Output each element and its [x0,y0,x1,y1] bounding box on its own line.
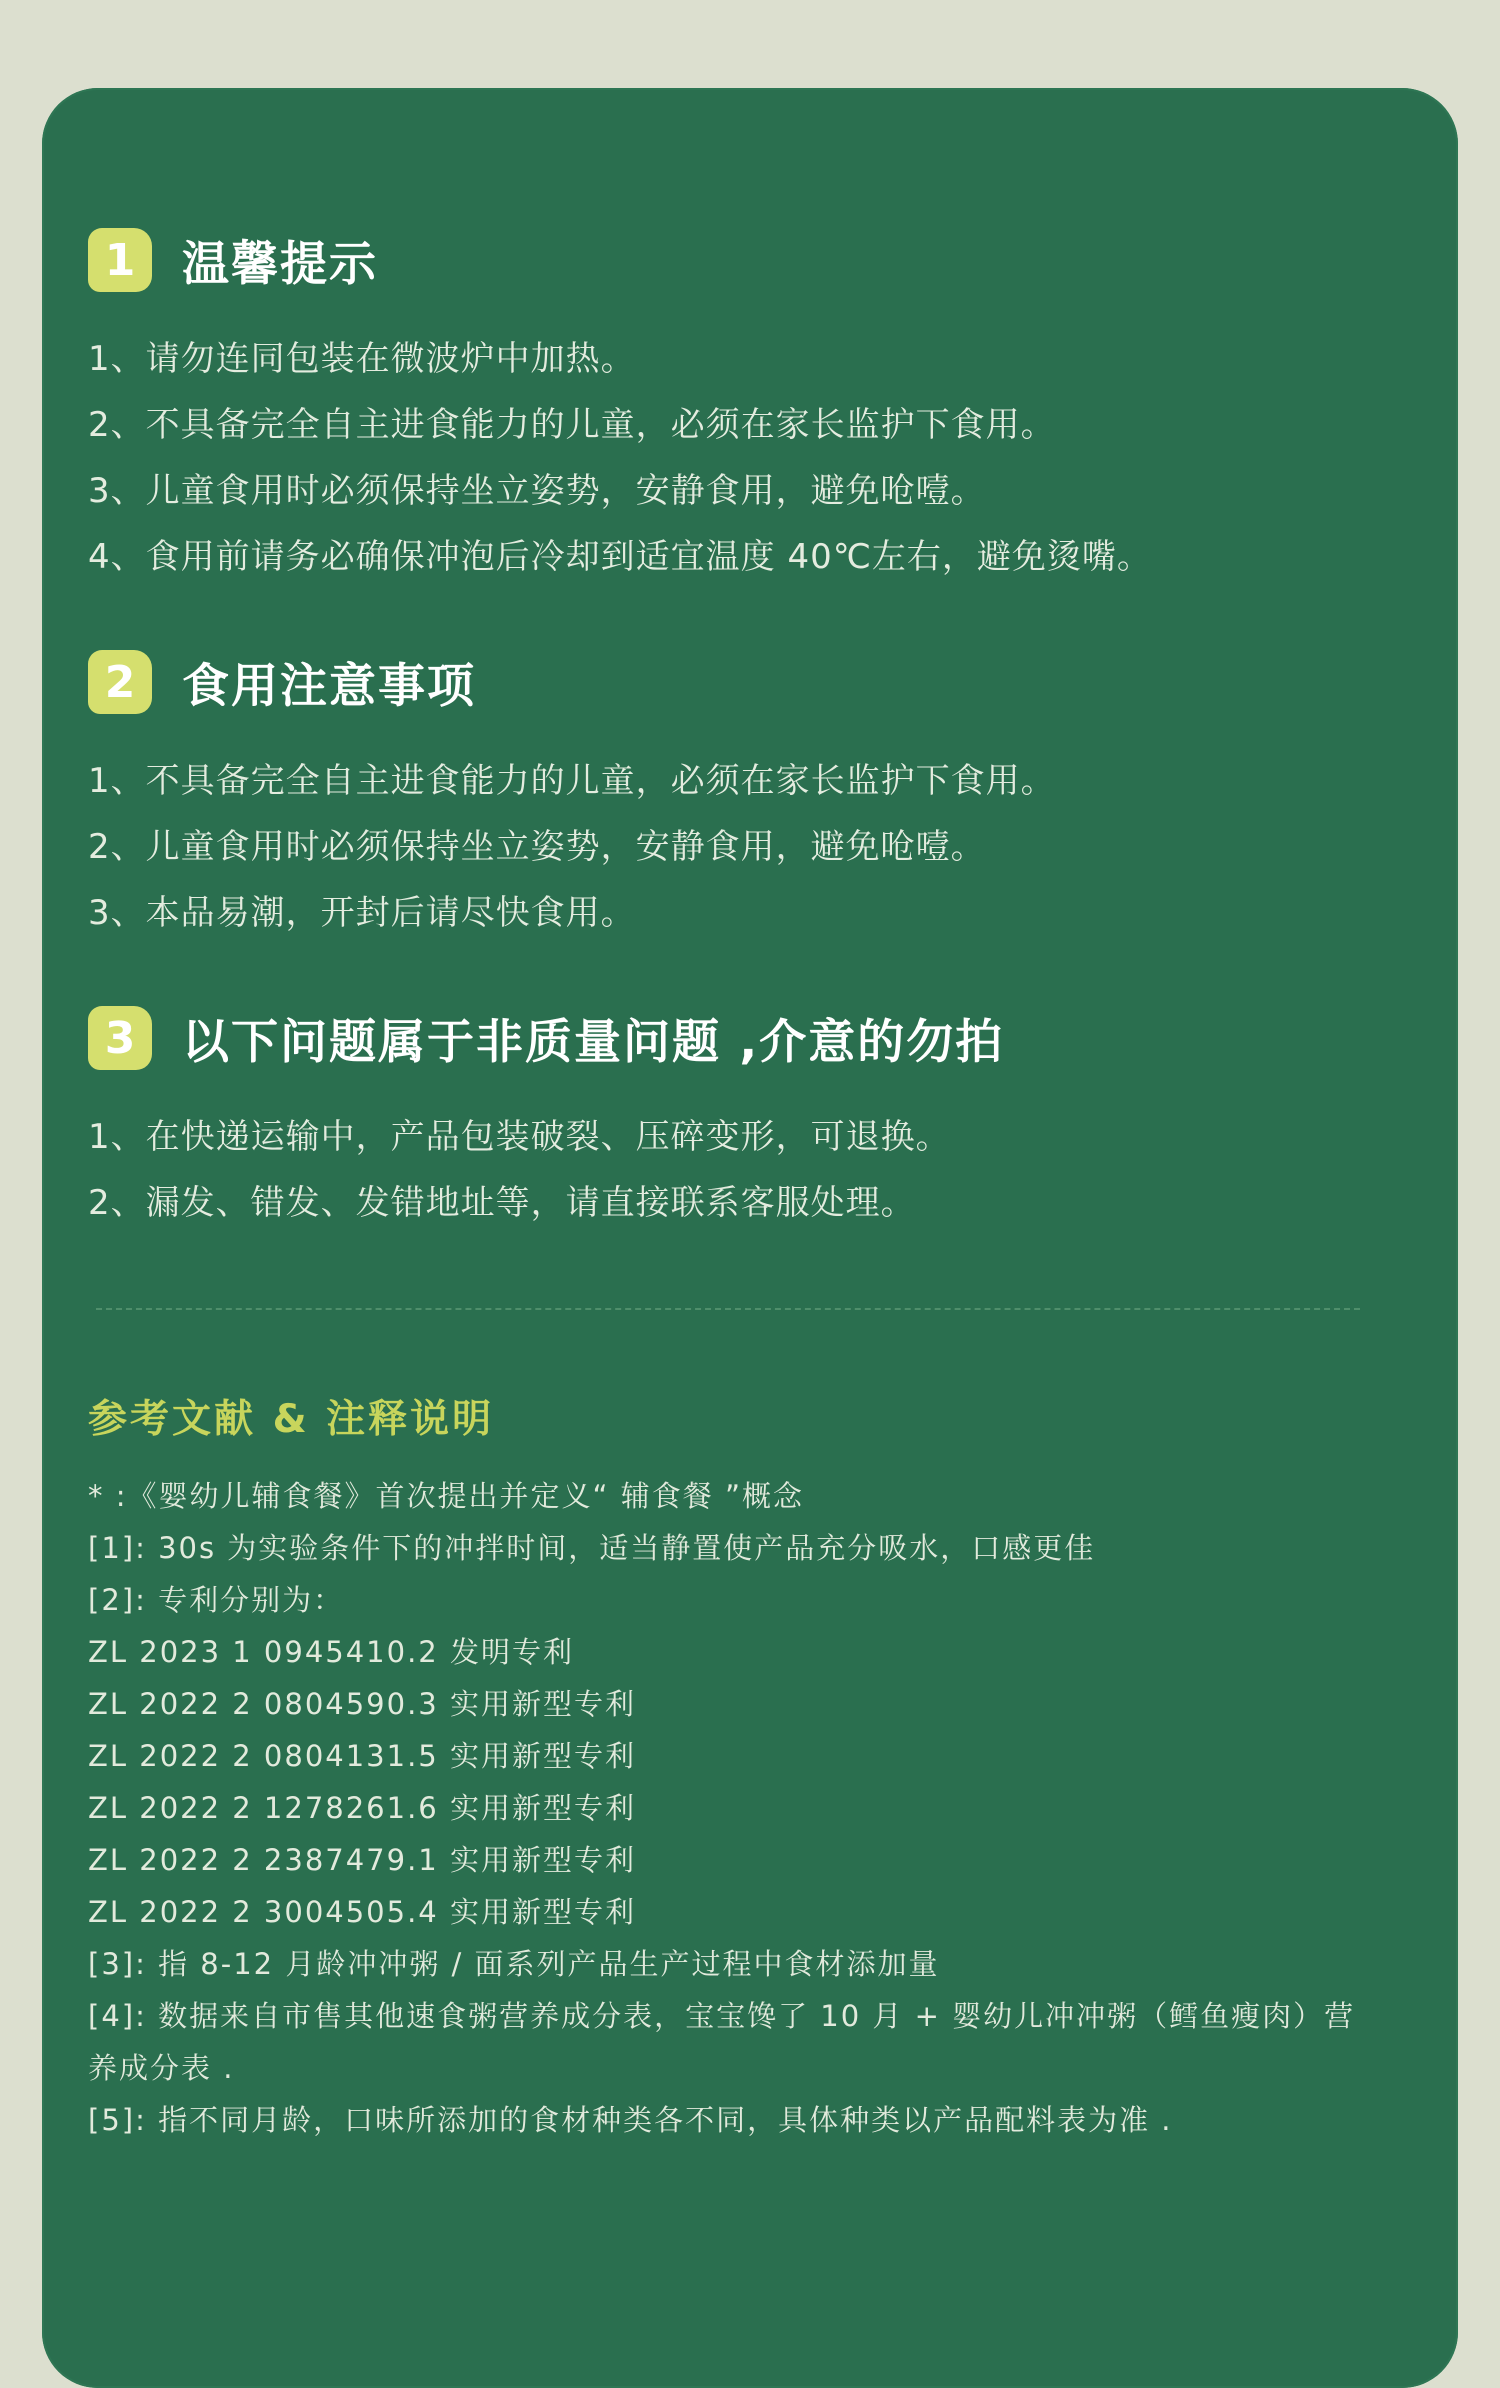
section-item-list [88,1104,1368,1236]
list-item: 3、本品易潮，开封后请尽快食用。 [88,893,636,933]
list-item: 2、漏发、错发、发错地址等，请直接联系客服处理。 [88,1183,916,1223]
section-title: 以下问题属于非质量问题 ,介意的勿拍 [182,1014,1005,1070]
reference-line: [1]: 30s 为实验条件下的冲拌时间，适当静置使产品充分吸水，口感更佳 [88,1531,1096,1565]
patent-line: ZL 2022 2 0804131.5 实用新型专利 [88,1739,636,1773]
list-item: 1、请勿连同包装在微波炉中加热。 [88,339,636,379]
list-item: 1、在快递运输中，产品包装破裂、压碎变形，可退换。 [88,1117,951,1157]
list-item: 3、儿童食用时必须保持坐立姿势，安静食用，避免呛噎。 [88,471,986,511]
section-usage-notes [88,646,1368,946]
reference-line: [3]: 指 8-12 月龄冲冲粥 / 面系列产品生产过程中食材添加量 [88,1947,940,1981]
references-section [88,1390,1378,2146]
section-title: 温馨提示 [182,236,378,292]
patent-line: ZL 2022 2 3004505.4 实用新型专利 [88,1895,636,1929]
section-warm-tips [88,224,1368,590]
patent-line: ZL 2022 2 0804590.3 实用新型专利 [88,1687,636,1721]
section-non-quality-issues [88,1002,1368,1236]
list-item: 1、不具备完全自主进食能力的儿童，必须在家长监护下食用。 [88,761,1056,801]
dashed-divider [96,1308,1360,1310]
section-header [88,646,1368,718]
references-title: 参考文献 & 注释说明 [88,1397,495,1442]
reference-line: [2]: 专利分别为： [88,1583,345,1617]
list-item: 4、食用前请务必确保冲泡后冷却到适宜温度 40℃左右，避免烫嘴。 [88,537,1152,577]
reference-line: [5]: 指不同月龄，口味所添加的食材种类各不同，具体种类以产品配料表为准 . [88,2103,1173,2137]
section-number-badge: 3 [88,1006,152,1070]
reference-line: [4]: 数据来自市售其他速食粥营养成分表，宝宝馋了 10 月 + 婴幼儿冲冲粥（鳕鱼瘦肉）营养成分表 . [88,1999,1356,2085]
section-number-badge: 1 [88,228,152,292]
section-title: 食用注意事项 [182,658,476,714]
section-item-list [88,326,1368,590]
patent-line: ZL 2022 2 2387479.1 实用新型专利 [88,1843,636,1877]
list-item: 2、儿童食用时必须保持坐立姿势，安静食用，避免呛噎。 [88,827,986,867]
patent-line: ZL 2023 1 0945410.2 发明专利 [88,1635,574,1669]
section-header [88,224,1368,296]
patent-line: ZL 2022 2 1278261.6 实用新型专利 [88,1791,636,1825]
section-item-list [88,748,1368,946]
section-number-badge: 2 [88,650,152,714]
list-item: 2、不具备完全自主进食能力的儿童，必须在家长监护下食用。 [88,405,1056,445]
section-header [88,1002,1368,1074]
reference-line: * :《婴幼儿辅食餐》首次提出并定义“ 辅食餐 ”概念 [88,1479,804,1513]
